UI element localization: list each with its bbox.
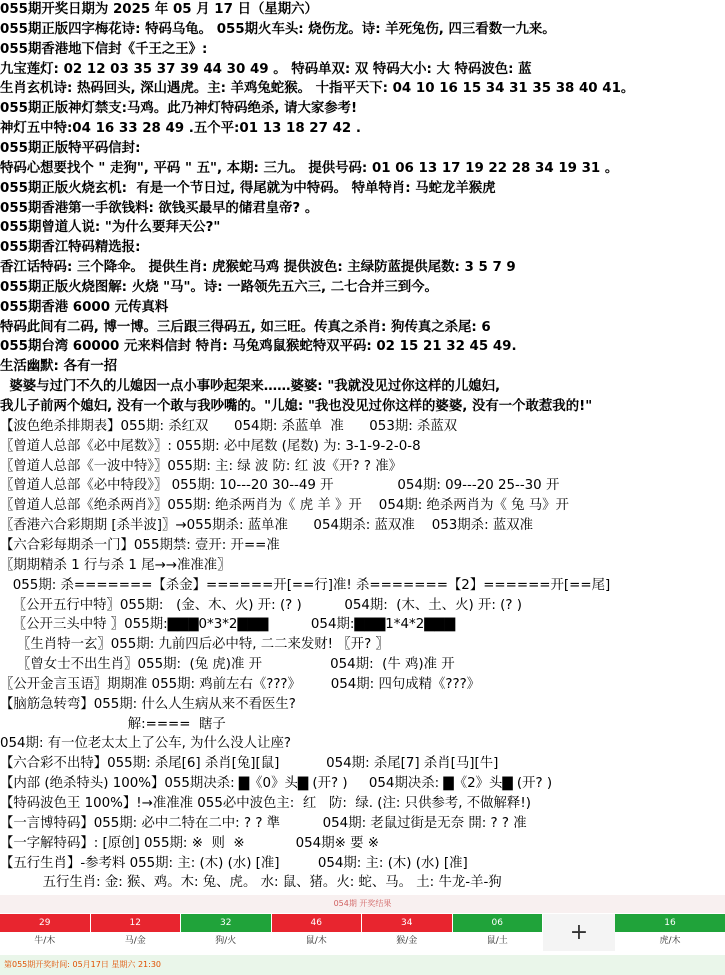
- text-line: 婆婆与过门不久的儿媳因一点小事吵起架来……婆婆: "我就没见过你这样的儿媳妇,: [0, 379, 501, 395]
- text-line: 解:==== 瞎子: [0, 716, 226, 732]
- text-line: 055期曾道人说: "为什么要拜天公?": [0, 220, 221, 236]
- ball-number: 06: [453, 914, 543, 932]
- text-line: 〖曾道人总部《必中特段》〗 055期: 10---20 30--49 开 054期: 09---20 25--30 开: [0, 478, 560, 494]
- result-ball: [272, 914, 362, 951]
- ball-number: 29: [0, 914, 90, 932]
- text-line: 我儿子前两个媳妇, 没有一个敢与我吵嘴的。"儿媳: "我也没见过你这样的婆婆, 没有一个敢惹我的!": [0, 399, 593, 414]
- ball-number: 16: [615, 914, 725, 932]
- text-line: 055期: 杀=======【杀金】======开[==行]准! 杀=======【2】======开[==尾]: [0, 577, 611, 593]
- result-ball: [453, 914, 543, 951]
- text-line: 055期正版火烧玄机: 有是一个节日过, 得尾就为中特码。 特单特肖: 马蛇龙羊猴虎: [0, 180, 496, 196]
- text-line: 〖生肖特一玄〗055期: 九前四后必中特, 二二来发财! 〖开? 〗: [0, 637, 389, 653]
- text-line: 055期正版四字梅花诗: 特码乌龟。 055期火车头: 烧伤龙。诗: 羊死兔伤, 四三看数一九来。: [0, 21, 556, 37]
- ball-zodiac-label: 鼠/木: [272, 932, 362, 951]
- text-line: 【脑筋急转弯】055期: 什么人生病从来不看医生?: [0, 696, 296, 712]
- result-ball: [91, 914, 181, 951]
- text-line: 【六合彩不出特】055期: 杀尾[6] 杀肖[兔][鼠] 054期: 杀尾[7] 杀肖[马][牛]: [0, 756, 499, 772]
- text-line: 生活幽默: 各有一招: [0, 359, 118, 375]
- text-line: 香江话特码: 三个降伞。 提供生肖: 虎猴蛇马鸡 提供波色: 主绿防蓝提供尾数: 3 5 7 9: [0, 260, 516, 276]
- text-line: 〖香港六合彩期期 [杀半波]〗→055期杀: 蓝单准 054期杀: 蓝双准 053期杀: 蓝双准: [0, 518, 534, 534]
- text-line: 〖公开三头中特 〗055期:▇▇▇0*3*2▇▇▇ 054期:▇▇▇1*4*2▇▇▇: [0, 617, 456, 633]
- text-line: 神灯五中特:04 16 33 28 49 .五个平:01 13 18 27 42 .: [0, 121, 361, 137]
- result-ball: [362, 914, 452, 951]
- plus-icon: +: [543, 914, 615, 951]
- ball-zodiac-label: 马/金: [91, 932, 181, 951]
- text-line: 【一字解特码】: [原创] 055期: ※ 则 ※ 054期※ 要 ※: [0, 835, 379, 851]
- text-line: 【内部 (绝杀特头) 100%】055期决杀: ▇《0》头▇ (开? ) 054期决杀: ▇《2》头▇ (开? ): [0, 776, 553, 792]
- ball-zodiac-label: 狗/火: [181, 932, 271, 951]
- text-line: 【一言博特码】055期: 必中二特在二中: ? ? 準 054期: 老鼠过街是无奈 開: ? ? 准: [0, 815, 527, 831]
- text-line: 五行生肖: 金: 猴、鸡。木: 兔、虎。 水: 鼠、猪。火: 蛇、马。 土: 牛龙-羊-狗: [0, 875, 502, 891]
- text-line: 055期台湾 60000 元来料信封 特肖: 马兔鸡鼠猴蛇特双平码: 02 15 21 32 45 49.: [0, 339, 517, 355]
- text-line: 【波色绝杀排期表】055期: 杀红双 054期: 杀蓝单 准 053期: 杀蓝双: [0, 418, 458, 434]
- text-line: 〖曾道人总部《一波中特》〗055期: 主: 绿 波 防: 红 波《开? ? 准》: [0, 458, 403, 474]
- text-line: 055期香港地下信封《千王之王》:: [0, 41, 208, 57]
- text-line: 生肖玄机诗: 热码回头, 深山遇虎。主: 羊鸡兔蛇猴。 十指平天下: 04 10 16 15 34 31 35 38 40 41。: [0, 81, 635, 97]
- text-line: 055期正版火烧图解: 火烧 "马"。诗: 一路领先五六三, 二七合并三到今。: [0, 279, 438, 295]
- text-line: 〖曾女士不出生肖〗055期: (兔 虎)准 开 054期: (牛 鸡)准 开: [0, 657, 455, 673]
- ball-number: 34: [362, 914, 452, 932]
- text-line: 九宝莲灯: 02 12 03 35 37 39 44 30 49 。 特码单双: 双 特码大小: 大 特码波色: 蓝: [0, 61, 532, 77]
- text-line: 054期: 有一位老太太上了公车, 为什么没人让座?: [0, 736, 291, 752]
- text-line: 〖公开金言玉语〗期期准 055期: 鸡前左右《???》 054期: 四句成精《???》: [0, 676, 481, 692]
- text-line: 特码心想要找个 " 走狗", 平码 " 五", 本期: 三九。 提供号码: 01 06 13 17 19 22 28 34 19 31 。: [0, 160, 619, 176]
- ball-zodiac-label: 虎/木: [615, 932, 725, 951]
- text-line: 055期正版特平码信封:: [0, 140, 141, 156]
- text-line: 【五行生肖】-参考料 055期: 主: (木) (水) [准] 054期: 主: (木) (水) [准]: [0, 855, 468, 871]
- text-line: 055期香港 6000 元传真料: [0, 299, 169, 315]
- text-line: 055期正版神灯禁支:马鸡。此乃神灯特码绝杀, 请大家参考!: [0, 101, 358, 117]
- text-line: 055期香港第一手欲钱料: 欲钱买最早的储君皇帝? 。: [0, 200, 319, 216]
- lottery-results-bar: [0, 895, 725, 975]
- next-draw-time: 第055期开奖时间: 05月17日 星期六 21:30: [0, 955, 725, 975]
- text-line: 〖公开五行中特〗055期: (金、木、火) 开: (? ) 054期: (木、土、火) 开: (? ): [0, 597, 522, 613]
- text-line: 〖期期精杀 1 行与杀 1 尾→→准准准〗: [0, 557, 231, 573]
- ball-number: 32: [181, 914, 271, 932]
- text-line: 〖曾道人总部《必中尾数》〗: 055期: 必中尾数 (尾数) 为: 3-1-9-2-0-8: [0, 438, 421, 454]
- text-line: 055期开奖日期为 2025 年 05 月 17 日（星期六）: [0, 2, 318, 17]
- ball-zodiac-label: 猴/金: [362, 932, 452, 951]
- result-ball: [0, 914, 90, 951]
- text-line: 【六合彩每期杀一门】055期禁: 壹开: 开==准: [0, 537, 280, 553]
- results-title: 054期 开奖结果: [0, 895, 725, 913]
- ball-zodiac-label: 牛/木: [0, 932, 90, 951]
- text-line: 特码此间有二码, 博一博。三后跟三得码五, 如三旺。传真之杀肖: 狗传真之杀尾: 6: [0, 319, 491, 335]
- ball-number: 46: [272, 914, 362, 932]
- ball-number: 12: [91, 914, 181, 932]
- result-ball: [181, 914, 271, 951]
- text-line: 055期香江特码精选报:: [0, 240, 141, 256]
- text-line: 【特码波色王 100%】!→准准准 055必中波色主: 红 防: 绿. (注: 只供参考, 不做解释!): [0, 796, 531, 811]
- ball-zodiac-label: 鼠/土: [453, 932, 543, 951]
- text-line: 〖曾道人总部《绝杀两肖》〗055期: 绝杀两肖为《 虎 羊 》开 054期: 绝杀两肖为《 兔 马》开: [0, 498, 569, 514]
- result-ball: [615, 914, 725, 951]
